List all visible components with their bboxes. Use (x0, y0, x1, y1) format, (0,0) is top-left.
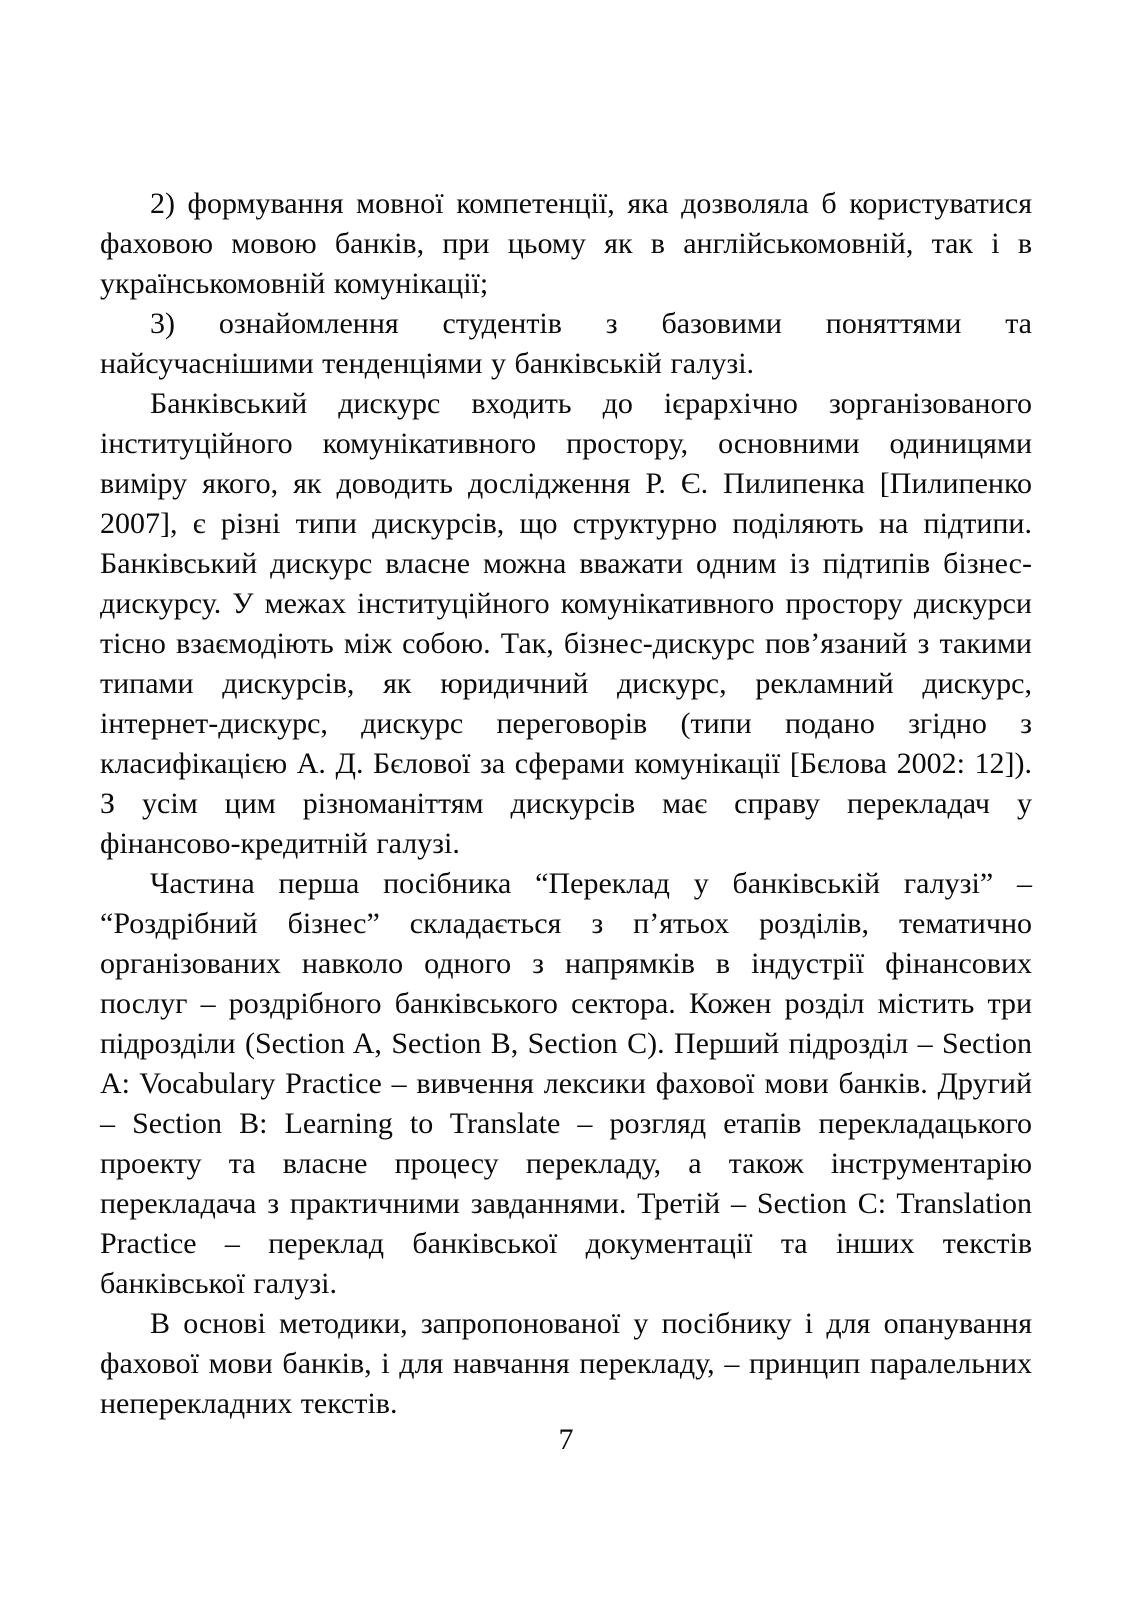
paragraph-methodology: В основі методики, запропонованої у посібнику і для опанування фахової мови банків, і для навчання перекладу, – принцип паралельних неперекладних текстів. (100, 1307, 1032, 1420)
paragraph-banking-discourse: Банківський дискурс входить до ієрархічно зорганізованого інституційного комунікативного простору, основними одиницями виміру якого, як доводить дослідження Р. Є. Пилипенка [Пилипенко 2007], є різні типи дискурсів, що структурно поділяють на підтипи. Банківський дискурс власне можна вважати одним із підтипів бізнес-дискурсу. У межах інституційного комунікативного простору дискурси тісно взаємодіють між собою. Так, бізнес-дискурс пов’язаний з такими типами дискурсів, як юридичний дискурс, рекламний дискурс, інтернет-дискурс, дискурс переговорів (типи подано згідно з класифікацією А. Д. Бєлової за сферами комунікації [Бєлова 2002: 12]). З усім цим різноманіттям дискурсів має справу перекладач у фінансово-кредитній галузі. (100, 387, 1032, 860)
paragraph-goal-2: 2) формування мовної компетенції, яка дозволяла б користуватися фаховою мовою банків, при цьому як в англійськомовній, так і в українськомовній комунікації; (100, 187, 1032, 300)
paragraph-goal-3: 3) ознайомлення студентів з базовими поняттями та найсучаснішими тенденціями у банківській галузі. (100, 307, 1032, 380)
paragraph-textbook-structure: Частина перша посібника “Переклад у банківській галузі” – “Роздрібний бізнес” складається з п’ятьох розділів, тематично організованих навколо одного з напрямків в індустрії фінансових послуг – роздрібного банківського сектора. Кожен розділ містить три підрозділи (Section A, Section B, Section C). Перший підрозділ – Section A: Vocabulary Practice – вивчення лексики фахової мови банків. Другий – Section B: Learning to Translate – розгляд етапів перекладацького проекту та власне процесу перекладу, а також інструментарію перекладача з практичними завданнями. Третій – Section C: Translation Practice – переклад банківської документації та інших текстів банківської галузі. (100, 867, 1032, 1300)
page-number: 7 (558, 1423, 574, 1456)
body-text (100, 184, 1032, 1424)
